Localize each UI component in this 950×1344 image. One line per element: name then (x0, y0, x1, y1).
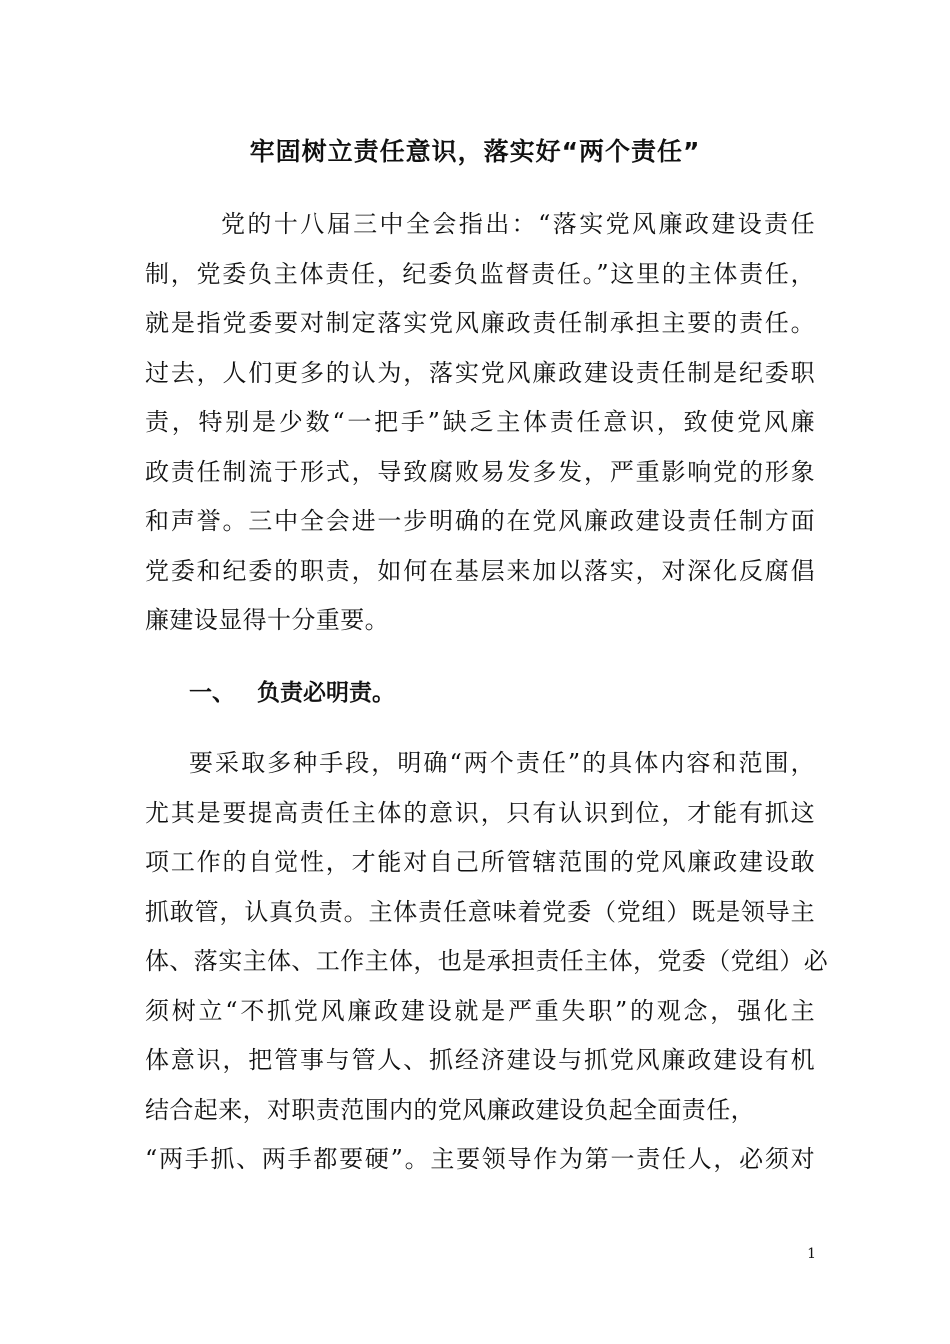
paragraph-line: 体意识，把管事与管人、抓经济建设与抓党风廉政建设有机 (145, 1046, 815, 1074)
paragraph-line: 廉建设显得十分重要。 (145, 606, 389, 634)
paragraph-line: 就是指党委要对制定落实党风廉政责任制承担主要的责任。 (145, 309, 815, 337)
paragraph-line: 过去，人们更多的认为，落实党风廉政建设责任制是纪委职 (145, 358, 815, 387)
section-heading (189, 673, 395, 713)
paragraph-line: 抓敢管，认真负责。主体责任意味着党委（党组）既是领导主 (145, 897, 815, 926)
paragraph-line: 政责任制流于形式，导致腐败易发多发，严重影响党的形象 (145, 457, 815, 486)
paragraph-section1 (145, 739, 829, 1185)
paragraph-intro (145, 200, 815, 646)
document-title: 牢固树立责任意识，落实好“两个责任” (249, 137, 701, 166)
paragraph-line: “两手抓、两手都要硬”。主要领导作为第一责任人，必须对 (145, 1145, 815, 1173)
paragraph-line: 和声誉。三中全会进一步明确的在党风廉政建设责任制方面 (145, 507, 815, 535)
paragraph-line: 制，党委负主体责任，纪委负监督责任。”这里的主体责任， (145, 259, 815, 288)
paragraph-line: 党委和纪委的职责，如何在基层来加以落实，对深化反腐倡 (145, 556, 815, 585)
section-heading-text: 负责必明责。 (257, 680, 395, 706)
paragraph-line: 体、落实主体、工作主体，也是承担责任主体，党委（党组）必 (145, 947, 829, 975)
section-number: 一、 (189, 680, 235, 706)
paragraph-line: 要采取多种手段，明确“两个责任”的具体内容和范围， (189, 749, 815, 777)
paragraph-line: 责，特别是少数“一把手”缺乏主体责任意识，致使党风廉 (145, 408, 815, 436)
paragraph-line: 项工作的自觉性，才能对自己所管辖范围的党风廉政建设敢 (145, 848, 815, 876)
paragraph-line: 结合起来，对职责范围内的党风廉政建设负起全面责任， (145, 1095, 755, 1124)
paragraph-line: 须树立“不抓党风廉政建设就是严重失职”的观念，强化主 (145, 996, 815, 1025)
paragraph-line: 尤其是要提高责任主体的意识，只有认识到位，才能有抓这 (145, 798, 815, 827)
page-number: 1 (807, 1246, 816, 1262)
paragraph-line: 党的十八届三中全会指出：“落实党风廉政建设责任 (221, 210, 815, 238)
